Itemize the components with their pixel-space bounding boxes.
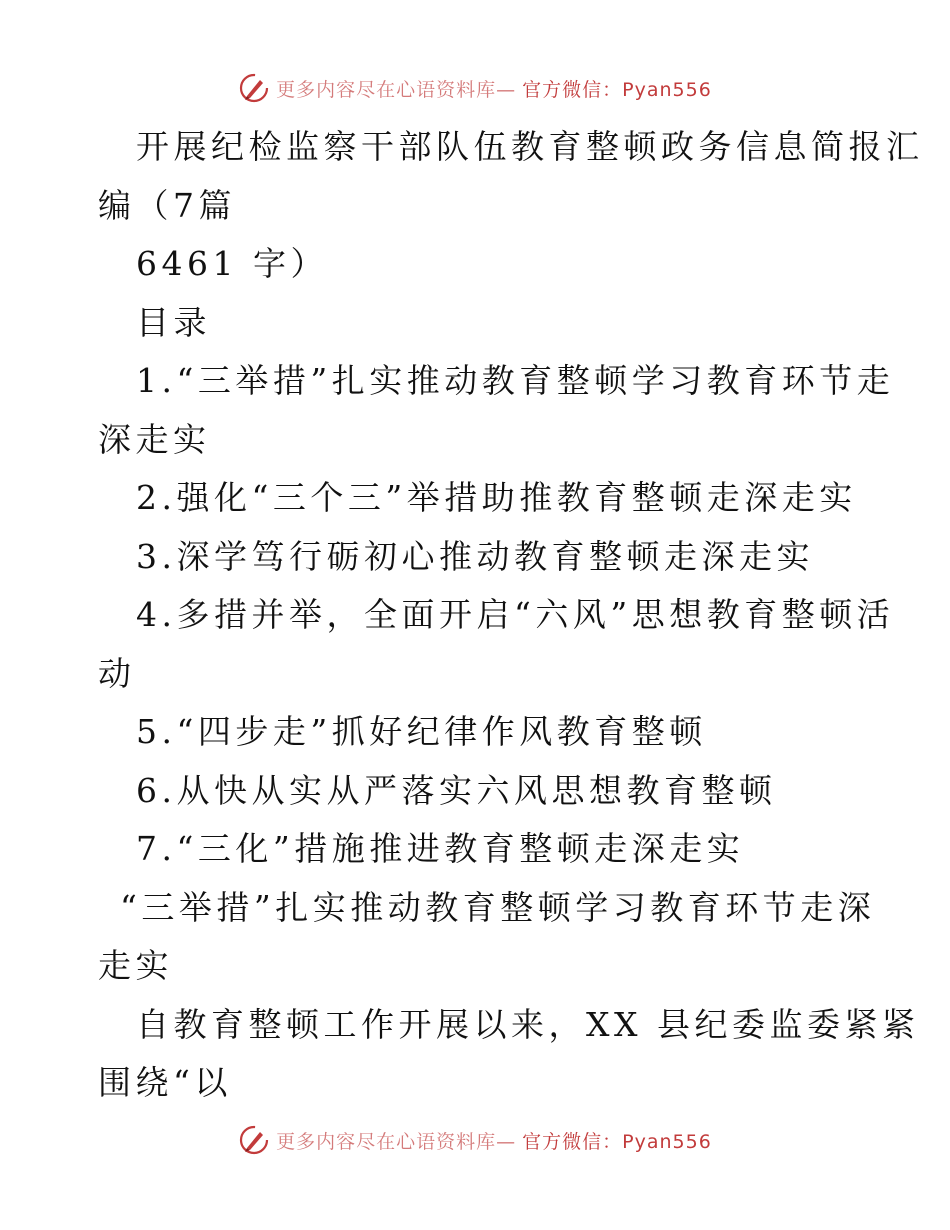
toc-heading: 目录	[136, 302, 211, 342]
toc-item: 7.“三化”措施推进教育整顿走深走实	[136, 829, 745, 868]
watermark-text: 更多内容尽在心语资料库—	[276, 78, 517, 101]
toc-item-continuation: 动	[98, 653, 136, 693]
toc-item: 4.多措并举，全面开启“六风”思想教育整顿活	[136, 595, 895, 634]
body-paragraph-continuation: 围绕“以	[98, 1063, 232, 1102]
watermark-text: 更多内容尽在心语资料库—	[276, 1130, 517, 1153]
toc-item: 5.“四步走”抓好纪律作风教育整顿	[136, 712, 707, 751]
body-paragraph: 自教育整顿工作开展以来，XX 县纪委监委紧紧	[136, 1004, 920, 1044]
watermark-footer	[0, 1124, 950, 1156]
watermark-header	[0, 72, 950, 104]
toc-item: 6.从快从实从严落实六风思想教育整顿	[136, 770, 777, 810]
watermark-contact: 官方微信：Pyan556	[522, 78, 712, 101]
section-title: “三举措”扎实推动教育整顿学习教育环节走深	[120, 887, 876, 927]
document-title-line: 6461 字）	[136, 244, 328, 283]
quill-pen-logo-icon	[238, 72, 270, 104]
toc-item: 3.深学笃行砺初心推动教育整顿走深走实	[136, 536, 814, 576]
section-title-continuation: 走实	[98, 946, 173, 985]
toc-item: 1.“三举措”扎实推动教育整顿学习教育环节走	[136, 361, 895, 400]
document-title-line: 开展纪检监察干部队伍教育整顿政务信息简报汇	[136, 127, 924, 166]
toc-item: 2.强化“三个三”举措助推教育整顿走深走实	[136, 478, 857, 517]
watermark-contact: 官方微信：Pyan556	[522, 1130, 712, 1153]
document-body	[98, 118, 924, 1113]
toc-item-continuation: 深走实	[98, 419, 211, 459]
quill-pen-logo-icon	[238, 1124, 270, 1156]
document-title-line: 编（7篇	[98, 185, 236, 225]
